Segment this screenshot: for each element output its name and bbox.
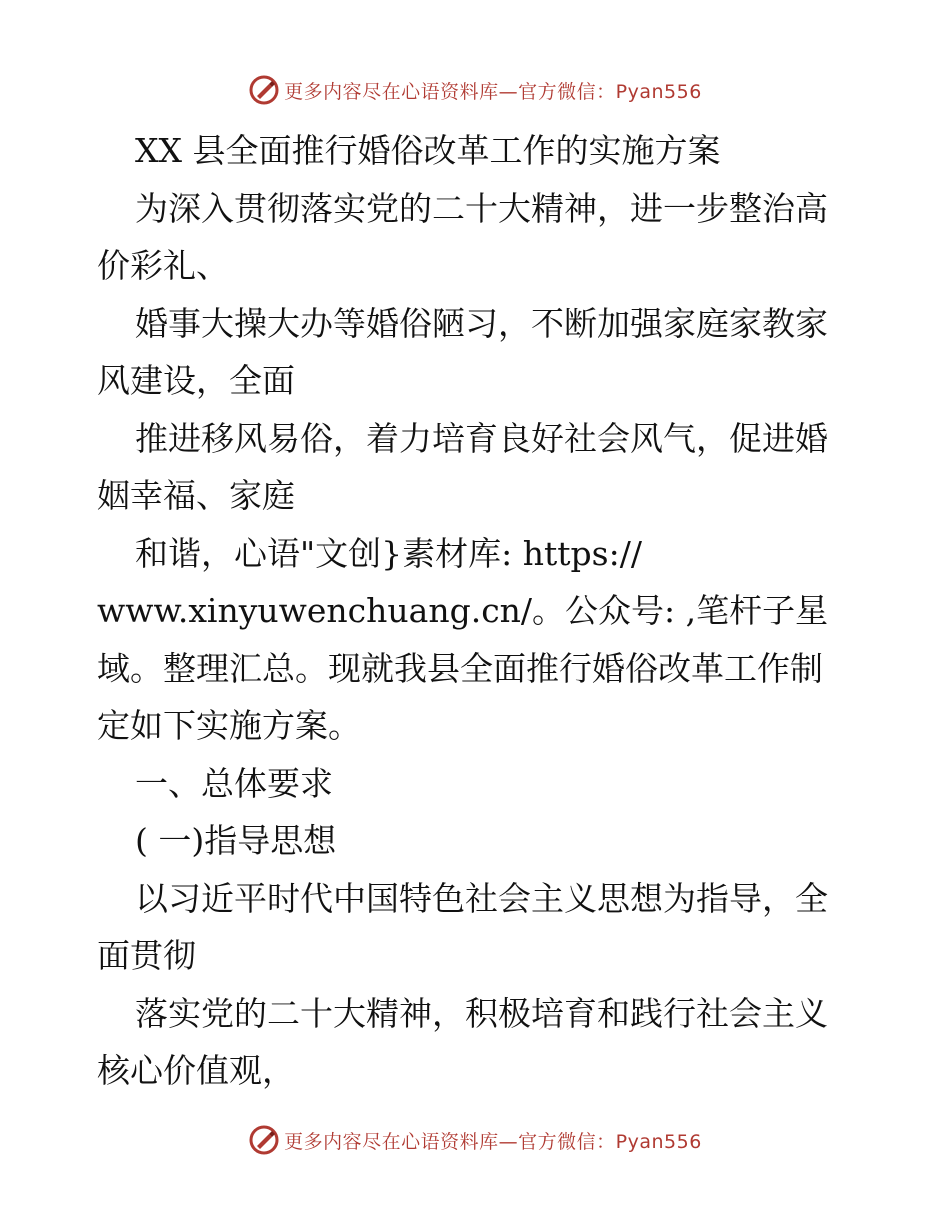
paragraph-line: 价彩礼、 (97, 246, 229, 285)
header-banner-text: 更多内容尽在心语资料库—官方微信：Pyan556 (284, 80, 702, 103)
paragraph-line: 定如下实施方案。 (97, 706, 361, 745)
paragraph-line: 为深入贯彻落实党的二十大精神，进一步整治高 (135, 188, 828, 228)
paragraph-line: www.xinyuwenchuang.cn/。公众号: ,笔杆子星 (97, 591, 829, 630)
pen-logo-icon (248, 1124, 280, 1156)
paragraph-line: 风建设，全面 (97, 361, 295, 400)
footer-watermark-banner (0, 1120, 950, 1160)
paragraph-line: 核心价值观， (97, 1051, 295, 1090)
subsection-heading: ( 一)指导思想 (135, 821, 337, 860)
paragraph-line: 和谐，心语"文创}素材库: https:// (135, 533, 642, 573)
document-body (97, 122, 867, 1100)
paragraph-line: 姻幸福、家庭 (97, 476, 295, 515)
paragraph-line: 落实党的二十大精神，积极培育和践行社会主义 (135, 993, 828, 1033)
document-title: XX 县全面推行婚俗改革工作的实施方案 (135, 131, 721, 170)
pen-logo-icon (248, 74, 280, 106)
paragraph-line: 以习近平时代中国特色社会主义思想为指导，全 (135, 878, 828, 918)
paragraph-line: 域。整理汇总。现就我县全面推行婚俗改革工作制 (97, 648, 823, 688)
paragraph-line: 推进移风易俗，着力培育良好社会风气，促进婚 (135, 418, 828, 458)
paragraph-line: 婚事大操大办等婚俗陋习，不断加强家庭家教家 (135, 303, 828, 343)
section-heading: 一、总体要求 (135, 763, 333, 803)
paragraph-line: 面贯彻 (97, 936, 196, 975)
footer-banner-text: 更多内容尽在心语资料库—官方微信：Pyan556 (284, 1130, 702, 1153)
header-watermark-banner (0, 70, 950, 110)
